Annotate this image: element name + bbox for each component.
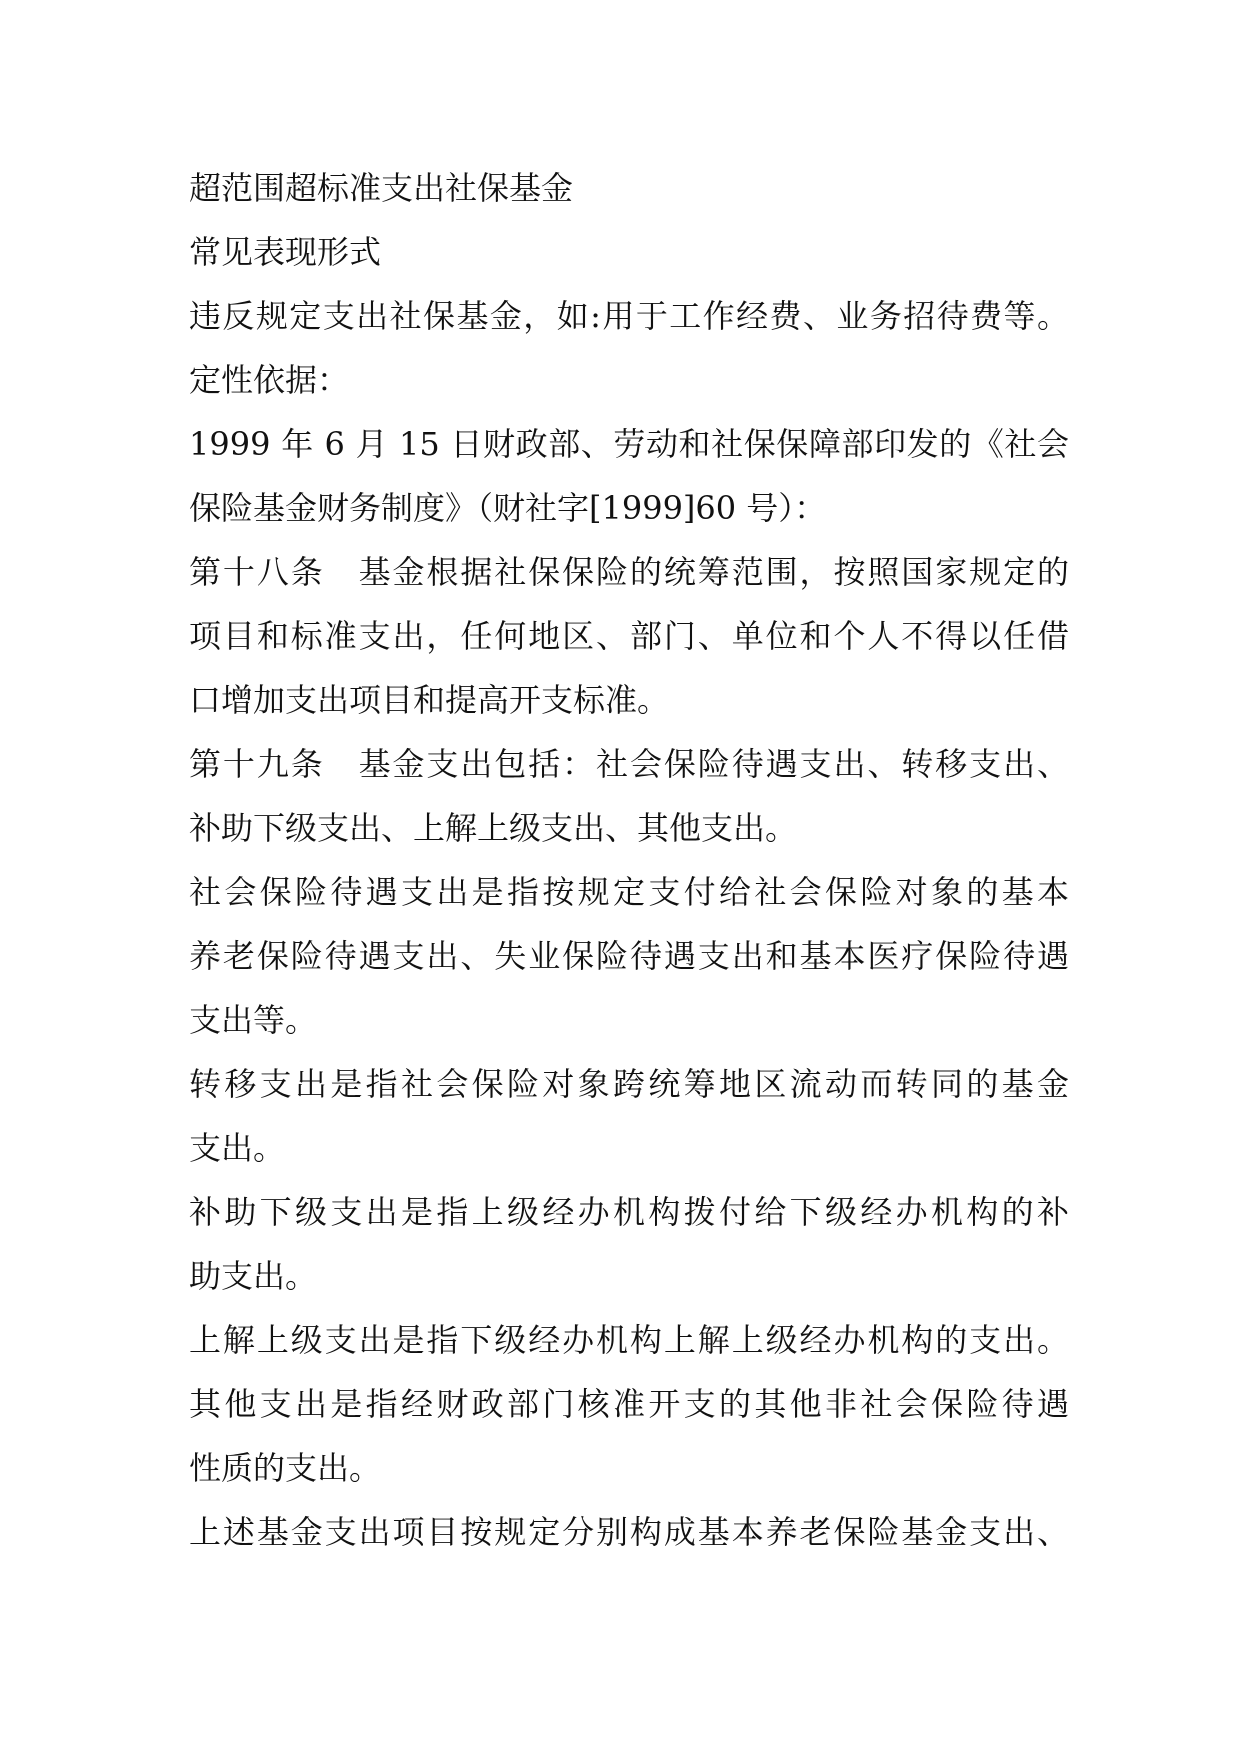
text-line: 常见表现形式 [189,233,382,271]
text-line: 补助下级支出、上解上级支出、其他支出。 [189,809,798,847]
text-line: 第十九条 基金支出包括：社会保险待遇支出、转移支出、 [189,745,1069,783]
text-line: 上解上级支出是指下级经办机构上解上级经办机构的支出。 [189,1321,1069,1359]
text-line: 保险基金财务制度》（财社字[1999]60 号）： [189,489,827,527]
text-line: 超范围超标准支出社保基金 [189,169,574,207]
text-line: 定性依据： [189,361,350,399]
text-line: 其他支出是指经财政部门核准开支的其他非社会保险待遇 [189,1385,1069,1423]
text-line: 违反规定支出社保基金，如:用于工作经费、业务招待费等。 [189,297,1069,335]
text-line: 转移支出是指社会保险对象跨统筹地区流动而转同的基金 [189,1065,1069,1103]
text-line: 1999 年 6 月 15 日财政部、劳动和社保保障部印发的《社会 [189,425,1069,463]
document-body [189,156,1069,1564]
text-line: 支出等。 [189,1001,318,1039]
text-line: 性质的支出。 [189,1449,382,1487]
text-line: 项目和标准支出，任何地区、部门、单位和个人不得以任借 [189,617,1069,655]
text-line: 补助下级支出是指上级经办机构拨付给下级经办机构的补 [189,1193,1069,1231]
text-line: 助支出。 [189,1257,318,1295]
text-line: 社会保险待遇支出是指按规定支付给社会保险对象的基本 [189,873,1069,911]
text-line: 第十八条 基金根据社保保险的统筹范围，按照国家规定的 [189,553,1069,591]
text-line: 养老保险待遇支出、失业保险待遇支出和基本医疗保险待遇 [189,937,1069,975]
text-line: 支出。 [189,1129,286,1167]
text-line: 上述基金支出项目按规定分别构成基本养老保险基金支出、 [189,1513,1069,1551]
text-line: 口增加支出项目和提高开支标准。 [189,681,670,719]
